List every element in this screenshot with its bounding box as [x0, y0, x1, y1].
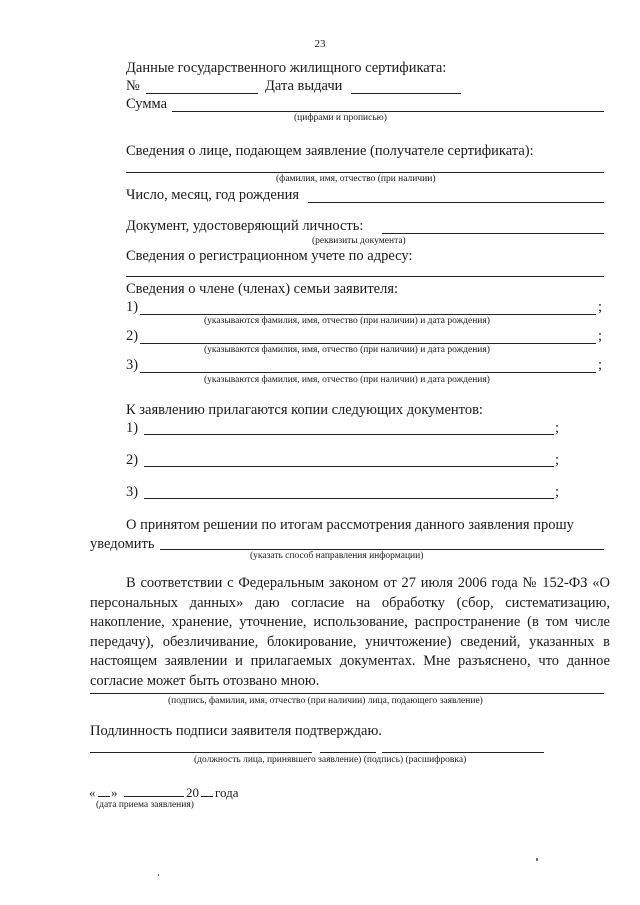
date-hint: (дата приема заявления): [96, 800, 194, 810]
date-close-quote: »: [111, 785, 118, 800]
family-item-1-end: ;: [598, 299, 603, 315]
verify-decode-field[interactable]: [382, 752, 544, 753]
date-year-field[interactable]: [201, 796, 213, 797]
certificate-sum-field[interactable]: [172, 111, 604, 112]
documents-item-1-num: 1): [126, 420, 139, 436]
family-item-2-field[interactable]: [140, 343, 596, 344]
family-item-3-num: 3): [126, 357, 139, 373]
family-heading: Сведения о члене (членах) семьи заявителя:: [126, 281, 399, 297]
scan-speck: [158, 874, 159, 876]
documents-item-1-field[interactable]: [144, 434, 554, 435]
certificate-date-label: Дата выдачи: [265, 78, 343, 94]
scan-speck: [536, 858, 538, 861]
certificate-heading: Данные государственного жилищного сертификата:: [126, 60, 447, 76]
documents-item-2-num: 2): [126, 452, 139, 468]
verify-heading: Подлинность подписи заявителя подтверждаю.: [90, 723, 382, 739]
family-item-3-field[interactable]: [140, 372, 596, 373]
applicant-heading: Сведения о лице, подающем заявление (получателе сертификата):: [126, 143, 534, 159]
date-open-quote: «: [89, 785, 96, 800]
notify-line1: О принятом решении по итогам рассмотрения данного заявления прошу: [126, 517, 574, 533]
documents-item-2-field[interactable]: [144, 466, 554, 467]
applicant-id-doc-hint: (реквизиты документа): [312, 236, 406, 246]
applicant-birth-label: Число, месяц, год рождения: [126, 187, 300, 203]
date-day-field[interactable]: [98, 796, 110, 797]
applicant-birth-field[interactable]: [308, 202, 604, 203]
notify-hint: (указать способ направления информации): [250, 551, 424, 561]
family-item-2-hint: (указываются фамилия, имя, отчество (при наличии) и дата рождения): [204, 345, 490, 355]
applicant-id-doc-field[interactable]: [382, 233, 604, 234]
certificate-sum-hint: (цифрами и прописью): [294, 113, 387, 123]
page-number: 23: [314, 38, 326, 50]
date-month-field[interactable]: [124, 796, 184, 797]
family-item-1-hint: (указываются фамилия, имя, отчество (при наличии) и дата рождения): [204, 316, 490, 326]
applicant-name-hint: (фамилия, имя, отчество (при наличии): [276, 174, 436, 184]
consent-signature-field[interactable]: [90, 693, 604, 694]
consent-text: В соответствии с Федеральным законом от 27 июля 2006 года № 152-ФЗ «О персональных данных» даю согласие на обработку (сбор, систематизацию, накопление, хранение, уточнение, использование, распространение (в том числе передачу), обезличивание, блокирование, уничтожение) сведений, указанных в настоящем заявлении и прилагаемых документах. Мне разъяснено, что данное согласие может быть отозвано мною.: [90, 575, 610, 689]
family-item-1-field[interactable]: [140, 314, 596, 315]
date-year-prefix: 20: [186, 785, 199, 800]
certificate-number-label: №: [126, 78, 140, 94]
verify-signature-field[interactable]: [320, 752, 376, 753]
consent-signature-hint: (подпись, фамилия, имя, отчество (при наличии) лица, подающего заявление): [168, 696, 483, 706]
family-item-1-num: 1): [126, 299, 139, 315]
notify-label: уведомить: [90, 536, 155, 552]
applicant-registration-label: Сведения о регистрационном учете по адресу:: [126, 248, 413, 264]
certificate-date-field[interactable]: [351, 93, 461, 94]
applicant-registration-field[interactable]: [126, 276, 604, 277]
family-item-2-end: ;: [598, 328, 603, 344]
applicant-id-doc-label: Документ, удостоверяющий личность:: [126, 218, 364, 234]
certificate-sum-label: Сумма: [126, 96, 168, 112]
documents-item-2-end: ;: [555, 452, 560, 468]
notify-method-field[interactable]: [160, 549, 604, 550]
documents-item-3-end: ;: [555, 484, 560, 500]
family-item-3-end: ;: [598, 357, 603, 373]
documents-heading: К заявлению прилагаются копии следующих документов:: [126, 402, 483, 418]
family-item-2-num: 2): [126, 328, 139, 344]
documents-item-1-end: ;: [555, 420, 560, 436]
documents-item-3-field[interactable]: [144, 498, 554, 499]
documents-item-3-num: 3): [126, 484, 139, 500]
verify-hint: (должность лица, принявшего заявление) (подпись) (расшифровка): [194, 755, 467, 765]
family-item-3-hint: (указываются фамилия, имя, отчество (при наличии) и дата рождения): [204, 375, 490, 385]
applicant-name-field[interactable]: [126, 172, 604, 173]
certificate-number-field[interactable]: [146, 93, 258, 94]
date-year-suffix: года: [215, 785, 239, 800]
verify-position-field[interactable]: [90, 752, 312, 753]
